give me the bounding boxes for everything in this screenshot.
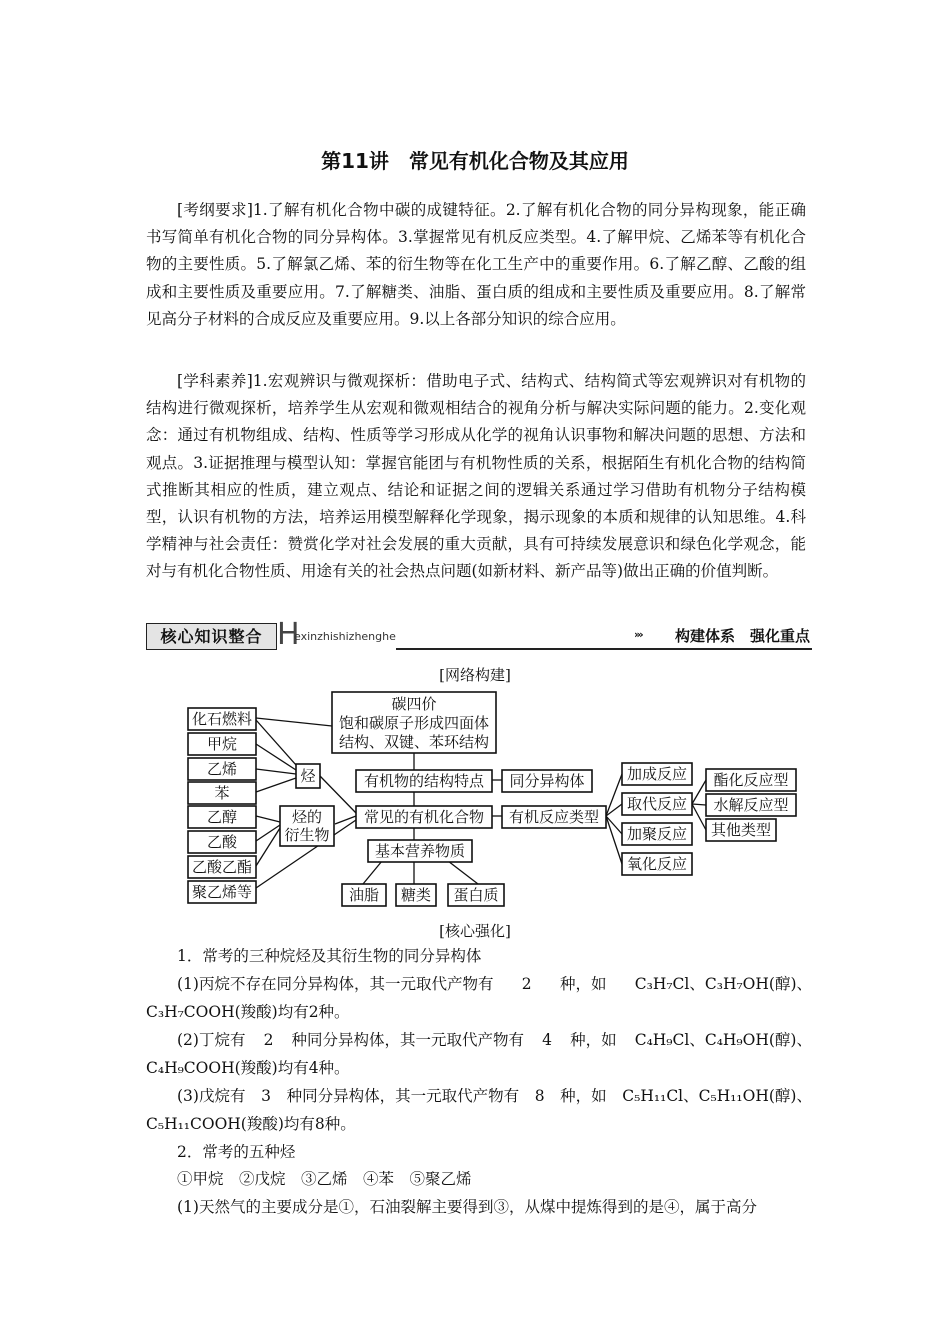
node-hydrolysis xyxy=(706,794,796,816)
node-fossil-fuel xyxy=(188,708,256,730)
node-fats xyxy=(342,884,386,906)
node-structure-features xyxy=(356,770,492,792)
node-esterification xyxy=(706,769,796,791)
node-acetic-acid xyxy=(188,831,256,853)
node-hydrocarbon xyxy=(296,764,320,788)
page-title: 第11讲 常见有机化合物及其应用 xyxy=(321,149,629,173)
section1-item2-line2: C₄H₉COOH(羧酸)均有4种。 xyxy=(146,1059,350,1077)
section1-item3-line1: (3)戊烷有 3 种同分异构体，其一元取代产物有 8 种，如 C₅H₁₁Cl、C₅H₁₁OH(醇)、 xyxy=(177,1087,812,1105)
node-ethyl-acetate xyxy=(188,856,256,878)
exam-requirements: [考纲要求]1.了解有机化合物中碳的成键特征。2.了解有机化合物的同分异构现象，能正确书写简单有机化合物的同分异构体。3.掌握常见有机反应类型。4.了解甲烷、乙烯苯等有机化合物的主要性质。5.了解氯乙烯、苯的衍生物等在化工生产中的重要作用。6.了解乙醇、乙酸的组成和主要性质及重要应用。7.了解糖类、油脂、蛋白质的组成和主要性质及重要应用。8.了解常见高分子材料的合成反应及重要应用。9.以上各部分知识的综合应用。 xyxy=(146,201,806,328)
node-oxidation xyxy=(622,853,692,875)
network-svg xyxy=(186,688,806,910)
node-reaction-types xyxy=(502,806,606,828)
svg-text:其他类型: 其他类型 xyxy=(710,821,772,839)
svg-text:同分异构体: 同分异构体 xyxy=(509,772,585,790)
svg-text:乙醇: 乙醇 xyxy=(206,808,238,826)
banner-initial: H xyxy=(277,617,300,652)
core-label: [核心强化] xyxy=(439,922,511,940)
svg-text:基本营养物质: 基本营养物质 xyxy=(374,842,466,860)
node-benzene xyxy=(188,782,256,804)
node-ethylene xyxy=(188,758,256,780)
banner-title: 核心知识整合 xyxy=(146,623,277,650)
svg-text:水解反应型: 水解反应型 xyxy=(713,796,789,814)
section1-title: 1．常考的三种烷烃及其衍生物的同分异构体 xyxy=(177,947,482,965)
svg-text:烃的: 烃的 xyxy=(291,808,323,826)
svg-text:取代反应: 取代反应 xyxy=(626,795,688,813)
node-methane xyxy=(188,733,256,755)
svg-text:酯化反应型: 酯化反应型 xyxy=(713,771,789,789)
node-ethanol xyxy=(188,806,256,828)
svg-text:乙酸: 乙酸 xyxy=(206,833,238,851)
banner-arrows: ››› xyxy=(634,628,642,641)
svg-text:糖类: 糖类 xyxy=(400,886,432,904)
node-polyethylene xyxy=(188,881,256,903)
knowledge-network-diagram xyxy=(186,688,806,910)
svg-text:氧化反应: 氧化反应 xyxy=(626,855,688,873)
node-derivative xyxy=(280,806,334,846)
node-protein xyxy=(448,884,504,906)
node-carbon-bonding xyxy=(332,692,496,753)
node-isomer xyxy=(502,770,592,792)
svg-text:衍生物: 衍生物 xyxy=(284,826,330,844)
section2-title: 2．常考的五种烃 xyxy=(177,1143,296,1161)
svg-text:常见的有机化合物: 常见的有机化合物 xyxy=(363,808,485,826)
banner-rule xyxy=(396,648,812,650)
section2-item1: (1)天然气的主要成分是①，石油裂解主要得到③，从煤中提炼得到的是④，属于高分 xyxy=(177,1198,757,1216)
svg-text:油脂: 油脂 xyxy=(348,886,380,904)
node-addition xyxy=(622,763,692,785)
network-label: [网络构建] xyxy=(439,666,511,684)
node-common-compounds xyxy=(356,806,492,828)
svg-text:化石燃料: 化石燃料 xyxy=(191,710,253,728)
svg-text:乙烯: 乙烯 xyxy=(206,760,238,778)
section1-item1-line2: C₃H₇COOH(羧酸)均有2种。 xyxy=(146,1003,350,1021)
svg-text:有机反应类型: 有机反应类型 xyxy=(508,808,600,826)
section1-item2-line1: (2)丁烷有 2 种同分异构体，其一元取代产物有 4 种，如 C₄H₉Cl、C₄H₉OH(醇)、 xyxy=(177,1031,812,1049)
node-addition-polymerization xyxy=(622,823,692,845)
node-sugars xyxy=(396,884,436,906)
svg-text:加聚反应: 加聚反应 xyxy=(626,825,688,843)
node-substitution xyxy=(622,793,692,815)
svg-text:烃: 烃 xyxy=(300,767,316,785)
svg-text:结构、双键、苯环结构: 结构、双键、苯环结构 xyxy=(338,733,490,751)
section2-list: ①甲烷 ②戊烷 ③乙烯 ④苯 ⑤聚乙烯 xyxy=(177,1170,472,1188)
section1-item1-line1: (1)丙烷不存在同分异构体，其一元取代产物有 2 种，如 C₃H₇Cl、C₃H₇OH(醇)、 xyxy=(177,975,812,993)
banner-pinyin: exinzhishizhenghe xyxy=(294,630,396,643)
subject-literacy: [学科素养]1.宏观辨识与微观探析：借助电子式、结构式、结构简式等宏观辨识对有机物的结构进行微观探析，培养学生从宏观和微观相结合的视角分析与解决实际问题的能力。2.变化观念：通过有机物组成、结构、性质等学习形成从化学的视角认识事物和解决问题的思想、方法和观点。3.证据推理与模型认知：掌握官能团与有机物性质的关系，根据陌生有机化合物的结构简式推断其相应的性质，建立观点、结论和证据之间的逻辑关系通过学习借助有机物分子结构模型，认识有机物的方法，培养运用模型解释化学现象，揭示现象的本质和规律的认知思维。4.科学精神与社会责任：赞赏化学对社会发展的重大贡献，具有可持续发展意识和绿色化学观念，能对与有机化合物性质、用途有关的社会热点问题(如新材料、新产品等)做出正确的价值判断。 xyxy=(146,372,806,581)
svg-text:饱和碳原子形成四面体: 饱和碳原子形成四面体 xyxy=(338,714,490,732)
svg-text:聚乙烯等: 聚乙烯等 xyxy=(191,883,253,901)
svg-text:苯: 苯 xyxy=(214,784,230,802)
svg-text:乙酸乙酯: 乙酸乙酯 xyxy=(191,858,253,876)
svg-text:有机物的结构特点: 有机物的结构特点 xyxy=(363,772,485,790)
svg-text:蛋白质: 蛋白质 xyxy=(453,886,499,904)
svg-text:加成反应: 加成反应 xyxy=(626,765,688,783)
node-nutrients xyxy=(368,840,472,862)
section-banner xyxy=(146,617,812,654)
banner-subtitle: 构建体系 强化重点 xyxy=(671,625,810,646)
section1-item3-line2: C₅H₁₁COOH(羧酸)均有8种。 xyxy=(146,1115,356,1133)
svg-text:甲烷: 甲烷 xyxy=(206,735,238,753)
svg-text:碳四价: 碳四价 xyxy=(391,695,437,713)
node-other-types xyxy=(706,819,776,841)
